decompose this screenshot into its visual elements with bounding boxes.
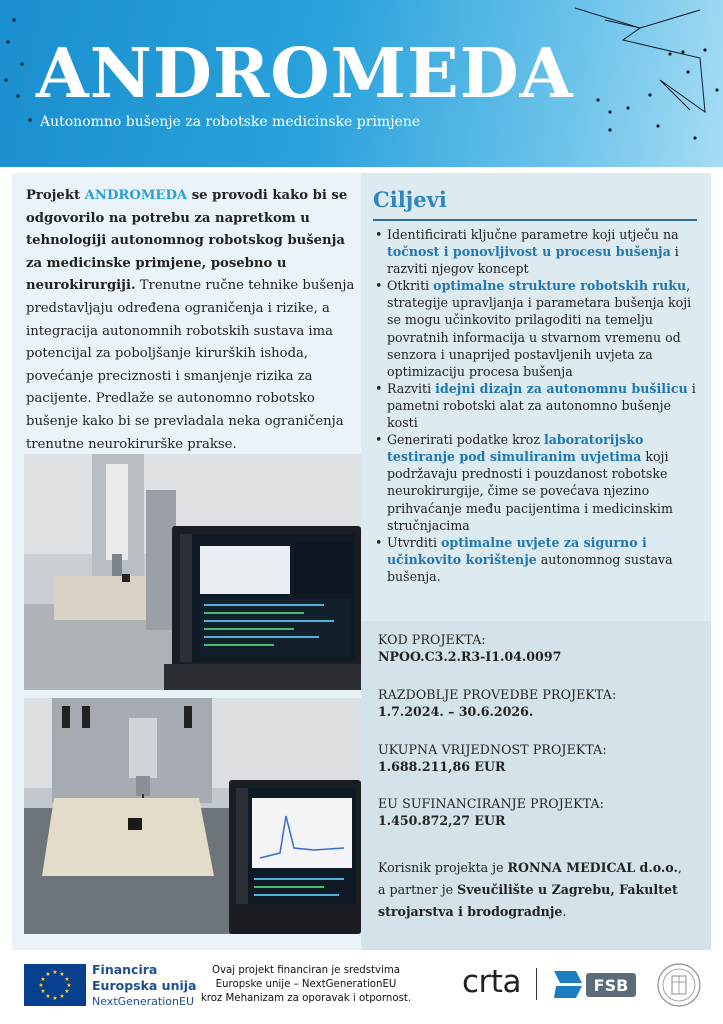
goal-item: • Generirati podatke kroz laboratorijsko testiranje pod simuliranim uvjetima koji podržavaju prednosti i pouzdanost robotske neurokirurgije, čime se povećava njezino prihvaćanje među pacijentima i medicinskim stručnjacima xyxy=(375,431,703,534)
svg-text:★: ★ xyxy=(59,993,65,1000)
beneficiary-partner-text: Korisnik projekta je RONNA MEDICAL d.o.o., a partner je Sveučilište u Zagrebu, Fakultet strojarstva i brodogradnje. xyxy=(378,860,682,919)
eu-funding-logo-text: Financira Europska unija NextGenerationEU xyxy=(92,962,197,1008)
svg-text:★: ★ xyxy=(38,982,44,989)
project-period xyxy=(378,687,698,721)
goal-item: • Utvrditi optimalne uvjete za sigurno i učinkovito korištenje autonomnog sustava bušenja. xyxy=(375,534,703,585)
goals-list xyxy=(375,226,703,585)
eu-cofinancing-amount: 1.450.872,27 EUR xyxy=(378,813,506,828)
svg-text:★: ★ xyxy=(52,969,58,976)
intro-paragraph: Trenutne ručne tehnike bušenja predstavljaju određena ograničenja i rizike, a integracija autonomnih robotskih sustava ima potencijal za poboljšanje kirurških ishoda, povećanje preciznosti i smanjenje rizika za pacijente. Predlaže se autonomno robotsko bušenje kako bi se prevladala neka ograničenja trenutne neurokirurške prakse. xyxy=(26,278,355,452)
svg-text:★: ★ xyxy=(64,988,70,995)
project-period-value: 1.7.2024. – 30.6.2026. xyxy=(378,704,534,719)
project-title: ANDROMEDA xyxy=(36,34,574,114)
header-banner xyxy=(0,0,723,167)
project-subtitle: Autonomno bušenje za robotske medicinske primjene xyxy=(40,114,421,130)
svg-text:★: ★ xyxy=(40,988,46,995)
project-period-label: RAZDOBLJE PROVEDBE PROJEKTA: xyxy=(378,687,617,702)
goals-divider xyxy=(373,219,697,221)
intro-text xyxy=(26,185,356,456)
project-code xyxy=(378,632,698,666)
beneficiary-name: RONNA MEDICAL d.o.o. xyxy=(507,860,678,875)
goal-item: • Otkriti optimalne strukture robotskih ruku, strategije upravljanja i parametara bušenja koji se mogu učinkovito prilagoditi na temelju povratnih informacija u stvarnom vremenu od senzora i unaprijed postavljenih uvjeta za optimizaciju procesa bušenja xyxy=(375,277,703,380)
goals-panel xyxy=(361,173,711,621)
svg-text:★: ★ xyxy=(45,993,51,1000)
logo-divider xyxy=(536,968,537,1000)
svg-text:★: ★ xyxy=(45,971,51,978)
footer xyxy=(0,950,723,1024)
project-name-highlight: ANDROMEDA xyxy=(84,188,188,203)
goal-item: • Identificirati ključne parametre koji utječu na točnost i ponovljivost u procesu bušenja i razviti njegov koncept xyxy=(375,226,703,277)
university-seal-icon xyxy=(656,962,702,1008)
right-column xyxy=(361,173,711,950)
svg-text:★: ★ xyxy=(40,976,46,983)
svg-text:★: ★ xyxy=(64,976,70,983)
intro-bold: Projekt ANDROMEDA se provodi kako bi se odgovorilo na potrebu za napretkom u tehnologiji autonomnog robotskog bušenja za medicinske primjene, posebno u neurokirurgiji. xyxy=(26,188,348,294)
svg-text:FSB: FSB xyxy=(593,976,629,995)
eu-flag-icon xyxy=(24,964,86,1006)
left-column xyxy=(12,173,361,950)
svg-text:★: ★ xyxy=(59,971,65,978)
project-eu-cofinancing xyxy=(378,796,698,830)
svg-text:★: ★ xyxy=(66,982,72,989)
eu-cofinancing-label: EU SUFINANCIRANJE PROJEKTA: xyxy=(378,796,605,811)
svg-text:★: ★ xyxy=(52,995,58,1002)
funding-statement: Ovaj projekt financiran je sredstvima Europske unije – NextGenerationEU kroz Mehanizam za oporavak i otpornost. xyxy=(200,965,412,1004)
goal-item: • Razviti idejni dizajn za autonomnu bušilicu i pametni robotski alat za autonomno bušenje kosti xyxy=(375,380,703,431)
partner-name: Sveučilište u Zagrebu, Fakultet strojarstva i brodogradnje xyxy=(378,882,678,919)
total-value-amount: 1.688.211,86 EUR xyxy=(378,759,506,774)
lab-photo-robot-drill xyxy=(24,454,361,690)
project-code-value: NPOO.C3.2.R3-I1.04.0097 xyxy=(378,649,562,664)
project-total-value xyxy=(378,742,698,776)
project-code-label: KOD PROJEKTA: xyxy=(378,632,486,647)
lab-photo-drill-sample xyxy=(24,698,361,934)
fsb-logo xyxy=(552,965,640,1005)
goals-title: Ciljevi xyxy=(373,187,447,212)
crta-logo: crta xyxy=(462,964,521,1000)
total-value-label: UKUPNA VRIJEDNOST PROJEKTA: xyxy=(378,742,607,757)
